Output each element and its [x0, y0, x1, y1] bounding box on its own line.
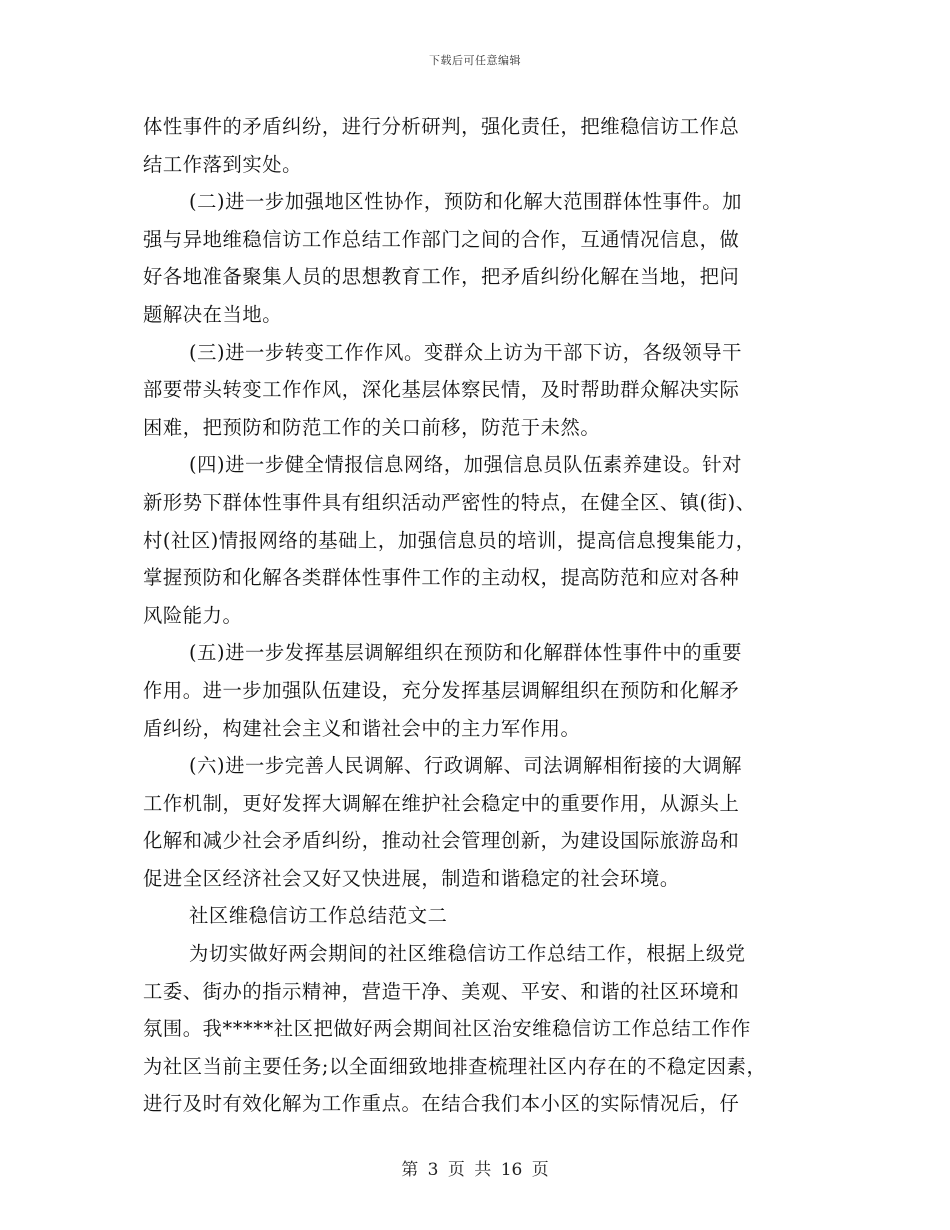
paragraph-start-line: (四)进一步健全情报信息网络，加强信息员队伍素养建设。针对: [189, 453, 743, 477]
text-line: 新形势下群体性事件具有组织活动严密性的特点，在健全区、镇(街)、: [143, 490, 756, 514]
text-line: 化解和减少社会矛盾纠纷，推动社会管理创新，为建设国际旅游岛和: [143, 829, 740, 853]
text-line: 村(社区)情报网络的基础上，加强信息员的培训，提高信息搜集能力，: [143, 528, 756, 552]
text-line: 盾纠纷，构建社会主义和谐社会中的主力军作用。: [143, 716, 581, 740]
text-line: 氛围。我*****社区把做好两会期间社区治安维稳信访工作总结工作作: [143, 1017, 751, 1041]
text-line: 困难，把预防和防范工作的关口前移，防范于未然。: [143, 415, 601, 439]
page-header-note: 下载后可任意编辑: [429, 54, 521, 67]
text-line: 体性事件的矛盾纠纷，进行分析研判，强化责任，把维稳信访工作总: [143, 115, 740, 138]
text-line: 掌握预防和化解各类群体性事件工作的主动权，提高防范和应对各种: [143, 566, 740, 590]
paragraph-start-line: (二)进一步加强地区性协作，预防和化解大范围群体性事件。加: [189, 190, 743, 214]
paragraph-start-line: 为切实做好两会期间的社区维稳信访工作总结工作，根据上级党: [189, 942, 746, 966]
text-line: 题解决在当地。: [143, 302, 283, 326]
document-body: [143, 108, 807, 1123]
text-line: 为社区当前主要任务;以全面细致地排查梳理社区内存在的不稳定因素，: [143, 1054, 767, 1078]
text-line: 促进全区经济社会又好又快进展，制造和谐稳定的社会环境。: [143, 866, 680, 890]
text-line: 结工作落到实处。: [143, 152, 303, 176]
text-line: 强与异地维稳信访工作总结工作部门之间的合作，互通情况信息，做: [143, 227, 740, 251]
text-line: 进行及时有效化解为工作重点。在结合我们本小区的实际情况后，仔: [143, 1092, 740, 1116]
text-line: 工委、街办的指示精神，营造干净、美观、平安、和谐的社区环境和: [143, 979, 740, 1003]
text-line: 风险能力。: [143, 603, 243, 627]
section-heading: 社区维稳信访工作总结范文二: [189, 904, 448, 928]
text-line: 工作机制，更好发挥大调解在维护社会稳定中的重要作用，从源头上: [143, 791, 740, 815]
paragraph-start-line: (五)进一步发挥基层调解组织在预防和化解群体性事件中的重要: [189, 641, 743, 665]
paragraph-start-line: (三)进一步转变工作作风。变群众上访为干部下访，各级领导干: [189, 340, 743, 364]
paragraph-start-line: (六)进一步完善人民调解、行政调解、司法调解相衔接的大调解: [189, 754, 743, 778]
page-number: 第 3 页 共 16 页: [401, 1160, 549, 1180]
text-line: 部要带头转变工作作风，深化基层体察民情，及时帮助群众解决实际: [143, 378, 740, 402]
text-line: 好各地准备聚集人员的思想教育工作，把矛盾纠纷化解在当地，把问: [143, 265, 740, 289]
text-line: 作用。进一步加强队伍建设，充分发挥基层调解组织在预防和化解矛: [143, 678, 740, 702]
